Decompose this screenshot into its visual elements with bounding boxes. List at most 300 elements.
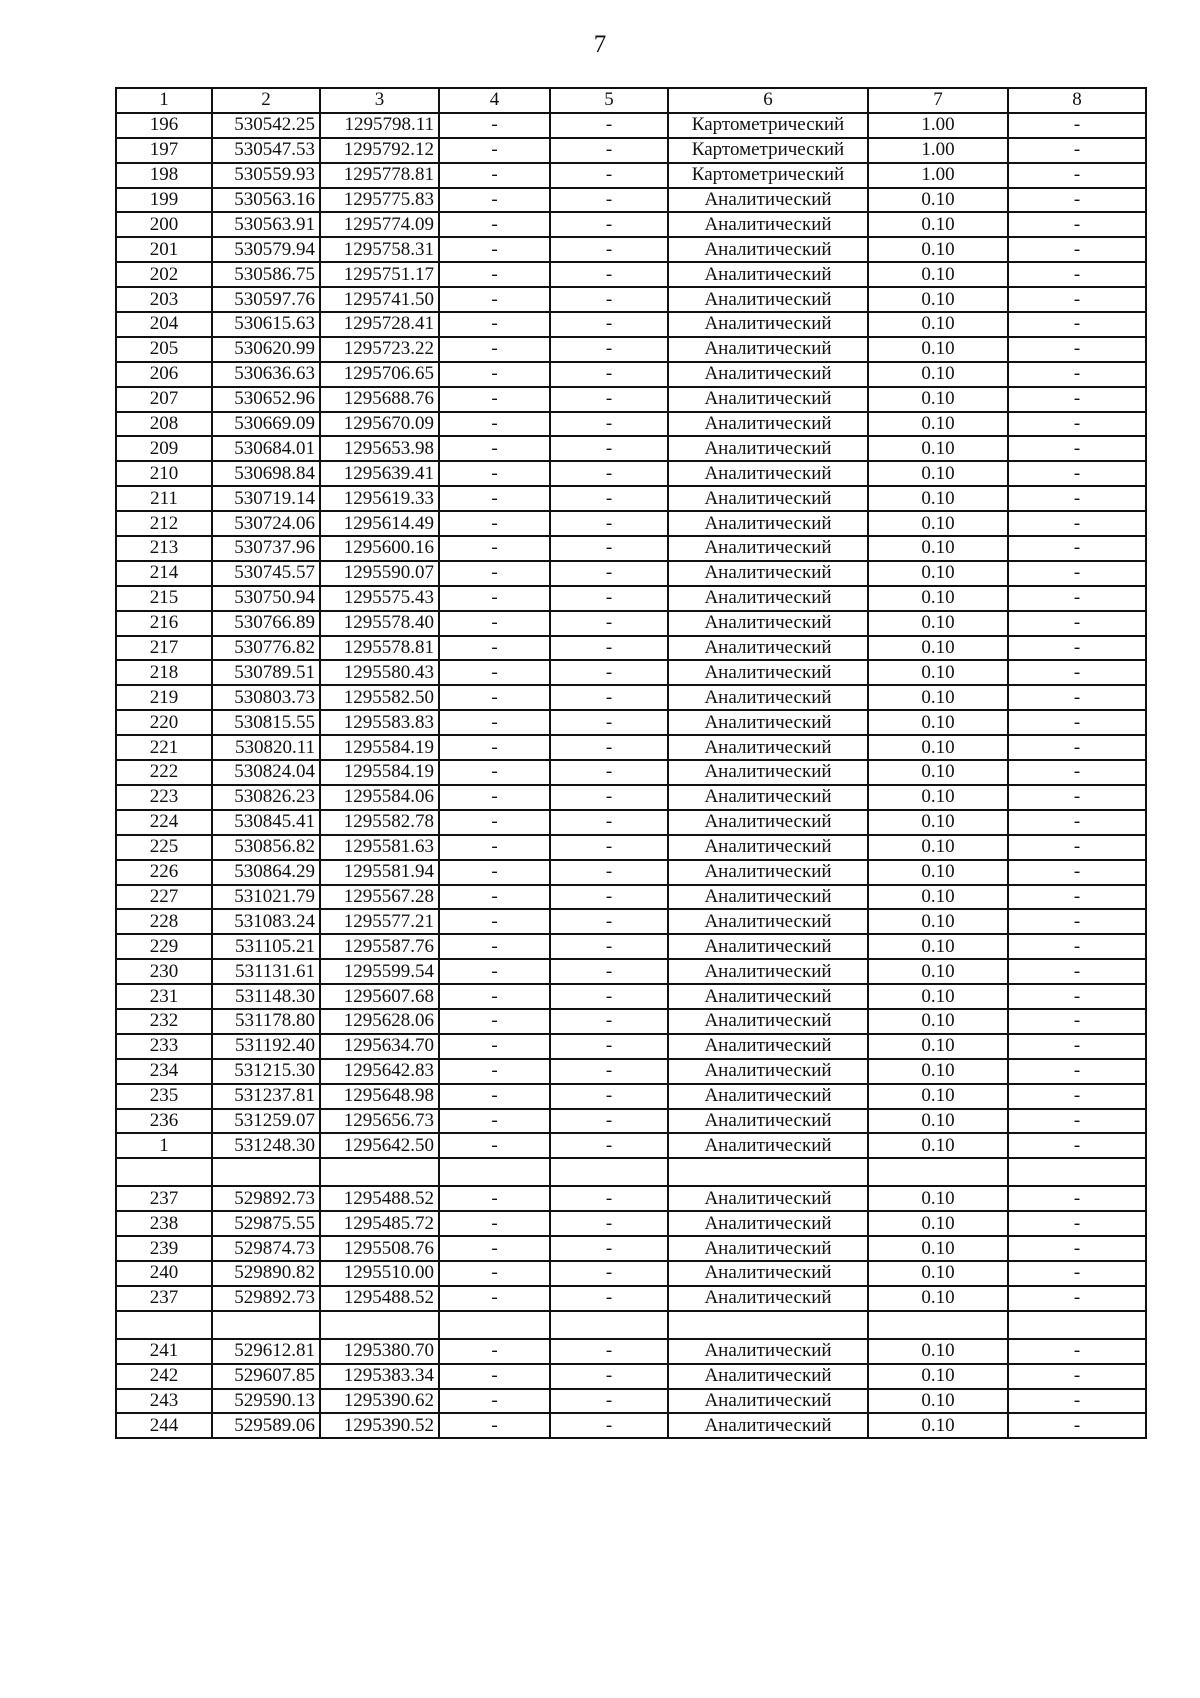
point-number-cell: 243: [116, 1389, 212, 1414]
point-number-cell: 234: [116, 1059, 212, 1084]
method-cell: Аналитический: [668, 387, 868, 412]
coord-y-cell: 1295656.73: [320, 1109, 439, 1134]
coord-x-cell: 530864.29: [212, 860, 320, 885]
point-number-cell: 210: [116, 461, 212, 486]
coord-y-cell: 1295653.98: [320, 436, 439, 461]
col-4-cell: -: [439, 387, 550, 412]
method-cell: Аналитический: [668, 511, 868, 536]
col-4-cell: -: [439, 835, 550, 860]
coord-x-cell: 529874.73: [212, 1236, 320, 1261]
point-number-cell: 215: [116, 586, 212, 611]
method-cell: Аналитический: [668, 909, 868, 934]
point-number-cell: 225: [116, 835, 212, 860]
method-cell: Аналитический: [668, 1364, 868, 1389]
method-cell: Аналитический: [668, 1084, 868, 1109]
coord-y-cell: 1295581.63: [320, 835, 439, 860]
col-5-cell: -: [550, 1084, 668, 1109]
coord-x-cell: 531148.30: [212, 984, 320, 1009]
col-5-cell: -: [550, 611, 668, 636]
col-4-cell: -: [439, 934, 550, 959]
coord-y-cell: 1295614.49: [320, 511, 439, 536]
table-row: [116, 163, 1146, 188]
table-row: [116, 436, 1146, 461]
table-body: [116, 113, 1146, 1438]
table-row: [116, 835, 1146, 860]
col-5-cell: -: [550, 113, 668, 138]
coord-x-cell: 529589.06: [212, 1413, 320, 1438]
method-cell: Аналитический: [668, 337, 868, 362]
precision-cell: 0.10: [868, 1109, 1008, 1134]
header-cell-6: 6: [668, 88, 868, 113]
precision-cell: 0.10: [868, 1186, 1008, 1211]
col-5-cell: -: [550, 436, 668, 461]
table-row: [116, 885, 1146, 910]
point-number-cell: 227: [116, 885, 212, 910]
point-number-cell: 200: [116, 212, 212, 237]
table-row: [116, 138, 1146, 163]
col-4-cell: -: [439, 536, 550, 561]
precision-cell: 0.10: [868, 486, 1008, 511]
table-row: [116, 1364, 1146, 1389]
point-number-cell: 230: [116, 959, 212, 984]
precision-cell: 0.10: [868, 835, 1008, 860]
col-5-cell: -: [550, 362, 668, 387]
method-cell: Аналитический: [668, 611, 868, 636]
col-5-cell: -: [550, 1109, 668, 1134]
method-cell: Аналитический: [668, 287, 868, 312]
coord-x-cell: 530698.84: [212, 461, 320, 486]
coord-y-cell: 1295390.52: [320, 1413, 439, 1438]
method-cell: Аналитический: [668, 536, 868, 561]
precision-cell: 0.10: [868, 188, 1008, 213]
coord-x-cell: 530845.41: [212, 810, 320, 835]
table-row: [116, 1261, 1146, 1286]
method-cell: Аналитический: [668, 436, 868, 461]
col-4-cell: -: [439, 287, 550, 312]
empty-cell: [320, 1158, 439, 1186]
method-cell: Аналитический: [668, 636, 868, 661]
point-number-cell: 221: [116, 735, 212, 760]
coord-x-cell: 529590.13: [212, 1389, 320, 1414]
coord-y-cell: 1295639.41: [320, 461, 439, 486]
empty-cell: [212, 1158, 320, 1186]
col-5-cell: -: [550, 1186, 668, 1211]
col-8-cell: -: [1008, 412, 1146, 437]
col-4-cell: -: [439, 138, 550, 163]
table-row: [116, 1211, 1146, 1236]
col-4-cell: -: [439, 785, 550, 810]
precision-cell: 0.10: [868, 287, 1008, 312]
empty-cell: [668, 1311, 868, 1339]
empty-cell: [668, 1158, 868, 1186]
coord-x-cell: 531237.81: [212, 1084, 320, 1109]
coord-y-cell: 1295600.16: [320, 536, 439, 561]
coord-x-cell: 530737.96: [212, 536, 320, 561]
table-row: [116, 237, 1146, 262]
col-8-cell: -: [1008, 785, 1146, 810]
precision-cell: 0.10: [868, 885, 1008, 910]
col-5-cell: -: [550, 536, 668, 561]
point-number-cell: 240: [116, 1261, 212, 1286]
header-cell-8: 8: [1008, 88, 1146, 113]
point-number-cell: 223: [116, 785, 212, 810]
col-5-cell: -: [550, 934, 668, 959]
precision-cell: 0.10: [868, 237, 1008, 262]
precision-cell: 0.10: [868, 536, 1008, 561]
method-cell: Аналитический: [668, 810, 868, 835]
table-row: [116, 611, 1146, 636]
col-8-cell: -: [1008, 1186, 1146, 1211]
table-row: [116, 287, 1146, 312]
coord-y-cell: 1295575.43: [320, 586, 439, 611]
table-row: [116, 312, 1146, 337]
method-cell: Аналитический: [668, 1286, 868, 1311]
coord-x-cell: 531105.21: [212, 934, 320, 959]
header-row: [116, 88, 1146, 113]
table-row: [116, 735, 1146, 760]
coord-x-cell: 530724.06: [212, 511, 320, 536]
coord-x-cell: 530789.51: [212, 660, 320, 685]
col-8-cell: -: [1008, 561, 1146, 586]
coord-y-cell: 1295778.81: [320, 163, 439, 188]
coord-y-cell: 1295688.76: [320, 387, 439, 412]
coord-x-cell: 531021.79: [212, 885, 320, 910]
empty-cell: [1008, 1311, 1146, 1339]
col-8-cell: -: [1008, 885, 1146, 910]
col-5-cell: -: [550, 1133, 668, 1158]
col-8-cell: -: [1008, 660, 1146, 685]
precision-cell: 0.10: [868, 660, 1008, 685]
col-5-cell: -: [550, 412, 668, 437]
separator-row: [116, 1311, 1146, 1339]
point-number-cell: 218: [116, 660, 212, 685]
empty-cell: [320, 1311, 439, 1339]
precision-cell: 0.10: [868, 212, 1008, 237]
col-4-cell: -: [439, 362, 550, 387]
method-cell: Аналитический: [668, 1339, 868, 1364]
point-number-cell: 197: [116, 138, 212, 163]
point-number-cell: 236: [116, 1109, 212, 1134]
separator-row: [116, 1158, 1146, 1186]
col-4-cell: -: [439, 984, 550, 1009]
coord-x-cell: 531259.07: [212, 1109, 320, 1134]
precision-cell: 0.10: [868, 810, 1008, 835]
coord-x-cell: 530803.73: [212, 685, 320, 710]
point-number-cell: 237: [116, 1286, 212, 1311]
col-8-cell: -: [1008, 387, 1146, 412]
point-number-cell: 237: [116, 1186, 212, 1211]
coord-y-cell: 1295628.06: [320, 1009, 439, 1034]
coord-x-cell: 530620.99: [212, 337, 320, 362]
col-8-cell: -: [1008, 1413, 1146, 1438]
col-8-cell: -: [1008, 1389, 1146, 1414]
table-row: [116, 536, 1146, 561]
coord-y-cell: 1295587.76: [320, 934, 439, 959]
col-8-cell: -: [1008, 163, 1146, 188]
col-8-cell: -: [1008, 312, 1146, 337]
empty-cell: [550, 1311, 668, 1339]
precision-cell: 0.10: [868, 611, 1008, 636]
coord-x-cell: 530856.82: [212, 835, 320, 860]
point-number-cell: 232: [116, 1009, 212, 1034]
coord-x-cell: 530826.23: [212, 785, 320, 810]
coord-x-cell: 529875.55: [212, 1211, 320, 1236]
precision-cell: 0.10: [868, 1211, 1008, 1236]
precision-cell: 0.10: [868, 262, 1008, 287]
empty-cell: [1008, 1158, 1146, 1186]
precision-cell: 0.10: [868, 412, 1008, 437]
coord-y-cell: 1295567.28: [320, 885, 439, 910]
table-row: [116, 1186, 1146, 1211]
coord-y-cell: 1295642.50: [320, 1133, 439, 1158]
point-number-cell: 226: [116, 860, 212, 885]
col-4-cell: -: [439, 262, 550, 287]
col-4-cell: -: [439, 710, 550, 735]
point-number-cell: 207: [116, 387, 212, 412]
col-4-cell: -: [439, 511, 550, 536]
col-8-cell: -: [1008, 1133, 1146, 1158]
col-4-cell: -: [439, 312, 550, 337]
col-8-cell: -: [1008, 237, 1146, 262]
col-8-cell: -: [1008, 1059, 1146, 1084]
precision-cell: 0.10: [868, 984, 1008, 1009]
col-5-cell: -: [550, 860, 668, 885]
table-row: [116, 461, 1146, 486]
header-cell-1: 1: [116, 88, 212, 113]
point-number-cell: 214: [116, 561, 212, 586]
col-5-cell: -: [550, 163, 668, 188]
precision-cell: 0.10: [868, 511, 1008, 536]
col-8-cell: -: [1008, 1261, 1146, 1286]
method-cell: Аналитический: [668, 885, 868, 910]
table-row: [116, 685, 1146, 710]
method-cell: Аналитический: [668, 835, 868, 860]
point-number-cell: 242: [116, 1364, 212, 1389]
method-cell: Аналитический: [668, 312, 868, 337]
precision-cell: 0.10: [868, 1364, 1008, 1389]
method-cell: Аналитический: [668, 1034, 868, 1059]
point-number-cell: 235: [116, 1084, 212, 1109]
col-4-cell: -: [439, 685, 550, 710]
coord-x-cell: 529612.81: [212, 1339, 320, 1364]
col-4-cell: -: [439, 486, 550, 511]
table-row: [116, 959, 1146, 984]
col-5-cell: -: [550, 760, 668, 785]
table-row: [116, 1009, 1146, 1034]
table-row: [116, 860, 1146, 885]
col-4-cell: -: [439, 237, 550, 262]
precision-cell: 0.10: [868, 934, 1008, 959]
coord-y-cell: 1295775.83: [320, 188, 439, 213]
col-8-cell: -: [1008, 1286, 1146, 1311]
point-number-cell: 229: [116, 934, 212, 959]
col-8-cell: -: [1008, 710, 1146, 735]
precision-cell: 0.10: [868, 1236, 1008, 1261]
point-number-cell: 220: [116, 710, 212, 735]
coord-y-cell: 1295670.09: [320, 412, 439, 437]
point-number-cell: 228: [116, 909, 212, 934]
coord-x-cell: 530547.53: [212, 138, 320, 163]
col-4-cell: -: [439, 735, 550, 760]
col-8-cell: -: [1008, 262, 1146, 287]
coord-y-cell: 1295619.33: [320, 486, 439, 511]
table-row: [116, 387, 1146, 412]
coord-x-cell: 530597.76: [212, 287, 320, 312]
coord-y-cell: 1295485.72: [320, 1211, 439, 1236]
coord-y-cell: 1295510.00: [320, 1261, 439, 1286]
col-5-cell: -: [550, 785, 668, 810]
col-5-cell: -: [550, 586, 668, 611]
method-cell: Аналитический: [668, 760, 868, 785]
table-row: [116, 660, 1146, 685]
table-row: [116, 212, 1146, 237]
col-8-cell: -: [1008, 636, 1146, 661]
table-row: [116, 1236, 1146, 1261]
col-5-cell: -: [550, 337, 668, 362]
col-5-cell: -: [550, 461, 668, 486]
col-4-cell: -: [439, 412, 550, 437]
precision-cell: 0.10: [868, 586, 1008, 611]
precision-cell: 0.10: [868, 1261, 1008, 1286]
precision-cell: 1.00: [868, 113, 1008, 138]
col-5-cell: -: [550, 561, 668, 586]
coord-x-cell: 530719.14: [212, 486, 320, 511]
table-row: [116, 586, 1146, 611]
col-4-cell: -: [439, 1109, 550, 1134]
col-5-cell: -: [550, 735, 668, 760]
coord-y-cell: 1295578.40: [320, 611, 439, 636]
col-8-cell: -: [1008, 138, 1146, 163]
precision-cell: 0.10: [868, 461, 1008, 486]
col-8-cell: -: [1008, 188, 1146, 213]
empty-cell: [212, 1311, 320, 1339]
table-row: [116, 1389, 1146, 1414]
method-cell: Аналитический: [668, 486, 868, 511]
col-8-cell: -: [1008, 113, 1146, 138]
point-number-cell: 205: [116, 337, 212, 362]
col-8-cell: -: [1008, 835, 1146, 860]
method-cell: Аналитический: [668, 710, 868, 735]
coord-x-cell: 530563.16: [212, 188, 320, 213]
col-8-cell: -: [1008, 909, 1146, 934]
col-8-cell: -: [1008, 611, 1146, 636]
col-5-cell: -: [550, 810, 668, 835]
coord-x-cell: 530586.75: [212, 262, 320, 287]
col-5-cell: -: [550, 511, 668, 536]
precision-cell: 0.10: [868, 685, 1008, 710]
col-4-cell: -: [439, 1009, 550, 1034]
point-number-cell: 213: [116, 536, 212, 561]
col-4-cell: -: [439, 636, 550, 661]
point-number-cell: 201: [116, 237, 212, 262]
col-5-cell: -: [550, 1364, 668, 1389]
col-4-cell: -: [439, 1413, 550, 1438]
table-row: [116, 337, 1146, 362]
col-4-cell: -: [439, 163, 550, 188]
col-5-cell: -: [550, 212, 668, 237]
coord-y-cell: 1295723.22: [320, 337, 439, 362]
col-4-cell: -: [439, 1084, 550, 1109]
method-cell: Аналитический: [668, 685, 868, 710]
col-5-cell: -: [550, 138, 668, 163]
col-8-cell: -: [1008, 511, 1146, 536]
coord-x-cell: 530684.01: [212, 436, 320, 461]
col-5-cell: -: [550, 835, 668, 860]
table-row: [116, 1034, 1146, 1059]
precision-cell: 0.10: [868, 735, 1008, 760]
coord-y-cell: 1295583.83: [320, 710, 439, 735]
point-number-cell: 224: [116, 810, 212, 835]
method-cell: Аналитический: [668, 1211, 868, 1236]
precision-cell: 0.10: [868, 436, 1008, 461]
col-4-cell: -: [439, 885, 550, 910]
col-8-cell: -: [1008, 1084, 1146, 1109]
empty-cell: [439, 1311, 550, 1339]
col-8-cell: -: [1008, 586, 1146, 611]
table-row: [116, 636, 1146, 661]
point-number-cell: 1: [116, 1133, 212, 1158]
method-cell: Картометрический: [668, 138, 868, 163]
col-8-cell: -: [1008, 1109, 1146, 1134]
precision-cell: 0.10: [868, 1339, 1008, 1364]
coord-x-cell: 531178.80: [212, 1009, 320, 1034]
coord-x-cell: 530815.55: [212, 710, 320, 735]
coord-y-cell: 1295798.11: [320, 113, 439, 138]
coord-y-cell: 1295584.06: [320, 785, 439, 810]
precision-cell: 0.10: [868, 312, 1008, 337]
coord-y-cell: 1295751.17: [320, 262, 439, 287]
col-8-cell: -: [1008, 486, 1146, 511]
coord-y-cell: 1295599.54: [320, 959, 439, 984]
coord-x-cell: 530669.09: [212, 412, 320, 437]
coord-x-cell: 530776.82: [212, 636, 320, 661]
col-5-cell: -: [550, 885, 668, 910]
precision-cell: 0.10: [868, 959, 1008, 984]
col-5-cell: -: [550, 1211, 668, 1236]
col-4-cell: -: [439, 1211, 550, 1236]
point-number-cell: 211: [116, 486, 212, 511]
col-4-cell: -: [439, 1261, 550, 1286]
col-4-cell: -: [439, 113, 550, 138]
table-row: [116, 760, 1146, 785]
col-5-cell: -: [550, 710, 668, 735]
coord-y-cell: 1295584.19: [320, 760, 439, 785]
col-5-cell: -: [550, 262, 668, 287]
point-number-cell: 196: [116, 113, 212, 138]
method-cell: Аналитический: [668, 785, 868, 810]
col-5-cell: -: [550, 1261, 668, 1286]
precision-cell: 0.10: [868, 1389, 1008, 1414]
col-5-cell: -: [550, 660, 668, 685]
coord-y-cell: 1295582.50: [320, 685, 439, 710]
col-4-cell: -: [439, 561, 550, 586]
method-cell: Аналитический: [668, 984, 868, 1009]
coord-x-cell: 530542.25: [212, 113, 320, 138]
col-8-cell: -: [1008, 1364, 1146, 1389]
col-5-cell: -: [550, 636, 668, 661]
precision-cell: 0.10: [868, 1009, 1008, 1034]
col-5-cell: -: [550, 287, 668, 312]
col-4-cell: -: [439, 1236, 550, 1261]
table-row: [116, 934, 1146, 959]
method-cell: Аналитический: [668, 188, 868, 213]
col-4-cell: -: [439, 760, 550, 785]
col-5-cell: -: [550, 1389, 668, 1414]
point-number-cell: 239: [116, 1236, 212, 1261]
col-5-cell: -: [550, 909, 668, 934]
col-5-cell: -: [550, 1009, 668, 1034]
method-cell: Аналитический: [668, 586, 868, 611]
